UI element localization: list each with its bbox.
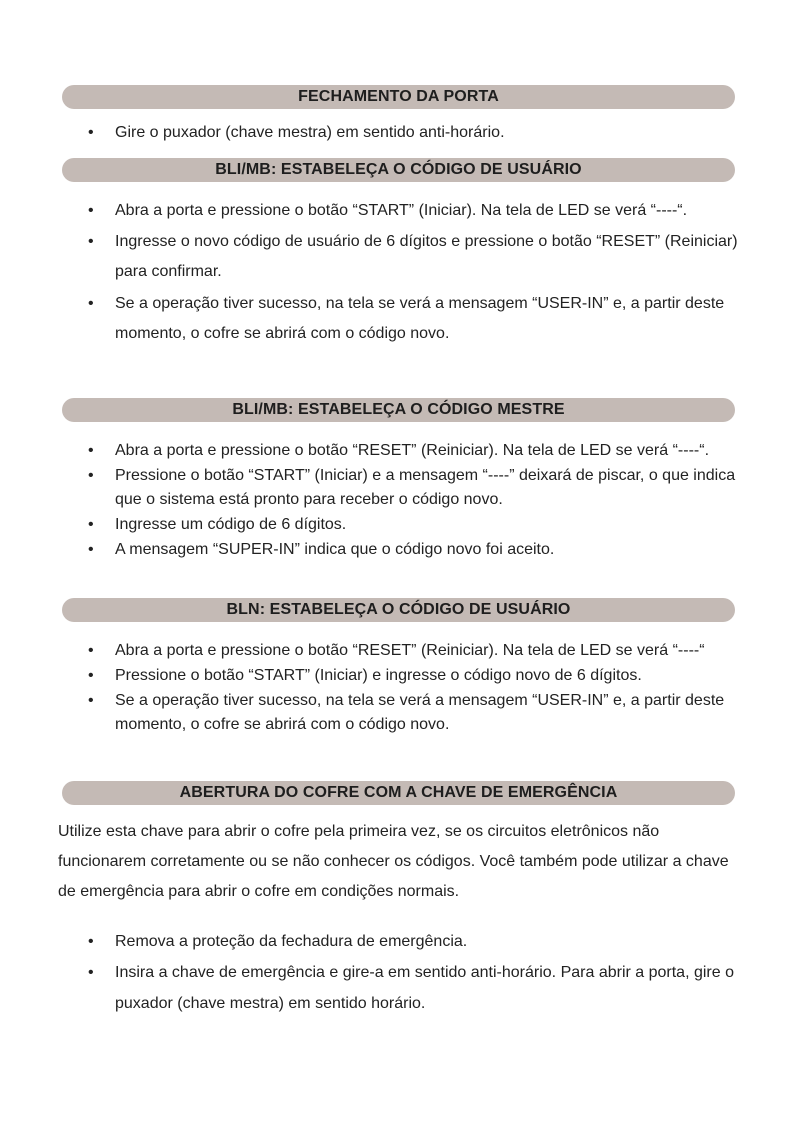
list-item: • Remova a proteção da fechadura de emergência. [88,927,758,957]
list-item: • Ingresse o novo código de usuário de 6 dígitos e pressione o botão “RESET” (Reiniciar) para confirmar. [88,227,758,287]
list-item: • Ingresse um código de 6 dígitos. [88,513,758,537]
section-heading-emergency-key: ABERTURA DO COFRE COM A CHAVE DE EMERGÊNCIA [62,781,735,805]
section-heading-user-code-bln: BLN: ESTABELEÇA O CÓDIGO DE USUÁRIO [62,598,735,622]
list-item: • Abra a porta e pressione o botão “RESET” (Reiniciar). Na tela de LED se verá “----“ [88,639,758,663]
list-item: • Se a operação tiver sucesso, na tela se verá a mensagem “USER-IN” e, a partir deste momento, o cofre se abrirá com o código novo. [88,289,758,349]
emergency-key-list [88,927,758,1019]
list-item: • Abra a porta e pressione o botão “RESET” (Reiniciar). Na tela de LED se verá “----“. [88,439,758,463]
section-heading-user-code-bli: BLI/MB: ESTABELEÇA O CÓDIGO DE USUÁRIO [62,158,735,182]
user-code-bli-list [88,196,758,349]
list-item: • Gire o puxador (chave mestra) em sentido anti-horário. [88,121,758,145]
section-heading-master-code-bli: BLI/MB: ESTABELEÇA O CÓDIGO MESTRE [62,398,735,422]
section-heading-door-closing: FECHAMENTO DA PORTA [62,85,735,109]
emergency-key-paragraph: Utilize esta chave para abrir o cofre pela primeira vez, se os circuitos eletrônicos não funcionarem corretamente ou se não conhecer os códigos. Você também pode utilizar a chave de emergência para abrir o cofre em condições normais. [58,823,729,900]
list-item: • Se a operação tiver sucesso, na tela se verá a mensagem “USER-IN” e, a partir deste momento, o cofre se abrirá com o código novo. [88,689,758,737]
user-code-bln-list [88,639,758,737]
master-code-bli-list [88,439,758,562]
list-item: • Abra a porta e pressione o botão “START” (Iniciar). Na tela de LED se verá “----“. [88,196,758,225]
door-closing-list [88,121,758,145]
list-item: • Pressione o botão “START” (Iniciar) e ingresse o código novo de 6 dígitos. [88,664,758,688]
list-item: • Pressione o botão “START” (Iniciar) e a mensagem “----” deixará de piscar, o que indica que o sistema está pronto para receber o código novo. [88,464,758,512]
list-item: • Insira a chave de emergência e gire-a em sentido anti-horário. Para abrir a porta, gire o puxador (chave mestra) em sentido horário. [88,957,758,1019]
list-item: • A mensagem “SUPER-IN” indica que o código novo foi aceito. [88,538,758,562]
